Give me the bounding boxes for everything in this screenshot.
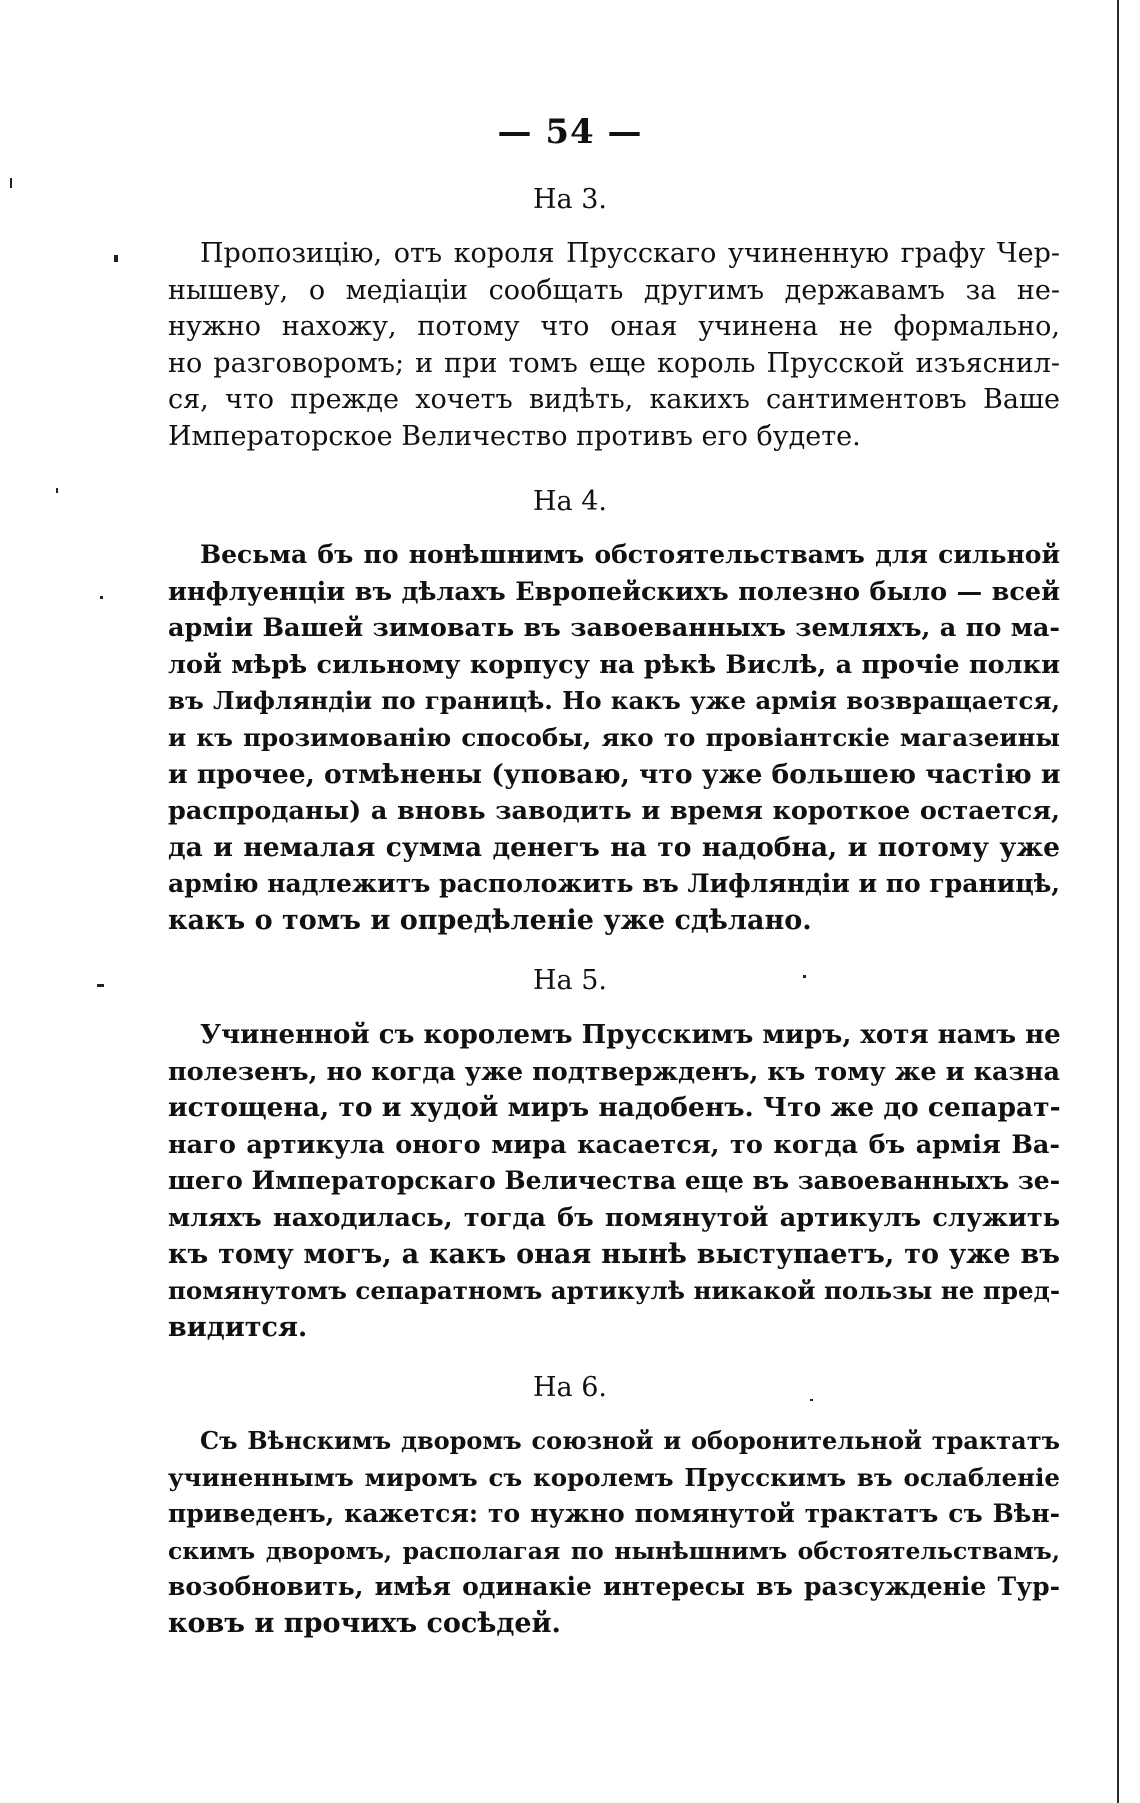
text-line: распроданы) а вновь заводить и время короткое остается, (168, 796, 1060, 827)
text-line: мляхъ находилась, тогда бъ помянутой артикулъ служить (168, 1202, 1060, 1233)
text-line: помянутомъ сепаратномъ артикулѣ никакой пользы не пред- (168, 1276, 1061, 1306)
text-line: наго артикула оного мира касается, то когда бъ армія Ва- (168, 1129, 1060, 1160)
text-line: нышеву, о медіаціи сообщать другимъ державамъ за не- (168, 274, 1060, 306)
page-edge-line (1117, 0, 1119, 1803)
text-line: ковъ и прочихъ сосѣдей. (168, 1607, 561, 1639)
text-line: и къ прозимованію способы, яко то провіантскіе магазеины (168, 722, 1060, 752)
text-line: приведенъ, кажется: то нужно помянутой трактатъ съ Вѣн- (168, 1499, 1060, 1529)
text-line: Императорское Величество противъ его будете. (168, 420, 861, 452)
text-line: къ тому могъ, а какъ оная нынѣ выступаетъ, то уже въ (168, 1238, 1060, 1270)
paragraph-section-5 (168, 1017, 1060, 1346)
text-line: полезенъ, но когда уже подтвержденъ, къ тому же и казна (168, 1056, 1060, 1087)
text-line: арміи Вашей зимовать въ завоеванныхъ земляхъ, а по ма- (168, 613, 1060, 644)
text-line: шего Императорскаго Величества еще въ завоеванныхъ зе- (168, 1166, 1061, 1196)
margin-speck (114, 255, 118, 262)
text-line: армію надлежитъ расположить въ Лифляндіи и по границѣ, (168, 869, 1060, 899)
text-line: но разговоромъ; и при томъ еще король Прусской изъяснил- (168, 347, 1060, 379)
page-number: — 54 — (497, 112, 643, 152)
section-heading-4: На 4. (533, 486, 607, 517)
text-line: учиненнымъ миромъ съ королемъ Прусскимъ въ ослабленіе (168, 1462, 1060, 1492)
paragraph-section-4 (168, 537, 1060, 940)
text-line: Съ Вѣнскимъ дворомъ союзной и оборонительной трактатъ (200, 1426, 1060, 1455)
text-line: видится. (168, 1311, 308, 1343)
paragraph-section-3 (168, 236, 1060, 456)
text-line: лой мѣрѣ сильному корпусу на рѣкѣ Вислѣ, а прочіе полки (168, 649, 1060, 680)
text-line: Весьма бъ по нонѣшнимъ обстоятельствамъ для сильной (200, 540, 1060, 569)
text-line: Пропозицію, отъ короля Прусскаго учиненную графу Чер- (200, 238, 1060, 269)
text-line: въ Лифляндіи по границѣ. Но какъ уже армія возвращается, (168, 686, 1060, 716)
text-line: да и немалая сумма денегъ на то надобна, и потому уже (168, 831, 1060, 863)
section-heading-6: На 6. (533, 1372, 607, 1403)
text-line: скимъ дворомъ, располагая по нынѣшнимъ обстоятельствамъ, (168, 1536, 1060, 1565)
text-line: и прочее, отмѣнены (уповаю, что уже большею частію и (168, 758, 1061, 790)
text-line: инфлуенціи въ дѣлахъ Европейскихъ полезно было — всей (168, 576, 1060, 607)
paragraph-section-6 (168, 1423, 1060, 1643)
section-heading-5: На 5. (533, 965, 607, 996)
text-line: возобновить, имѣя одинакіе интересы въ разсужденіе Тур- (168, 1572, 1060, 1602)
text-line: какъ о томъ и опредѣленіе уже сдѣлано. (168, 904, 812, 936)
text-line: истощена, то и худой миръ надобенъ. Что же до сепарат- (168, 1092, 1061, 1124)
section-heading-3: На 3. (533, 184, 607, 215)
text-line: ся, что прежде хочетъ видѣть, какихъ сантиментовъ Ваше (168, 384, 1060, 416)
margin-speck (100, 596, 103, 599)
text-line: нужно нахожу, потому что оная учинена не формально, (168, 311, 1060, 343)
text-line: Учиненной съ королемъ Прусскимъ миръ, хотя намъ не (200, 1020, 1061, 1050)
